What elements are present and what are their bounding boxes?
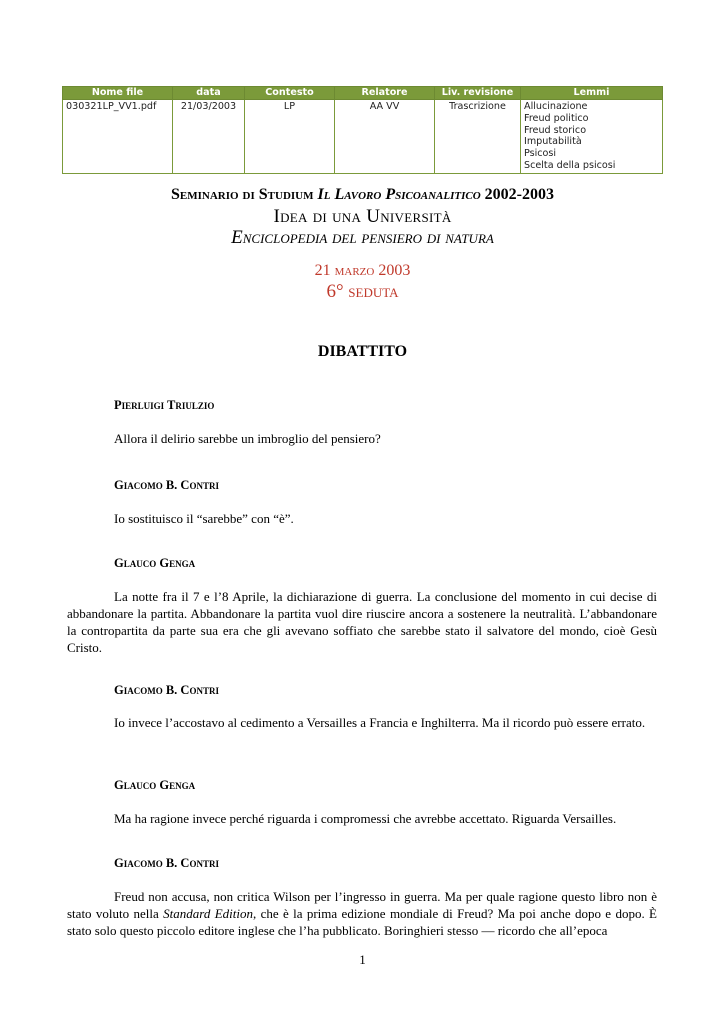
- speech-paragraph: La notte fra il 7 e l’8 Aprile, la dichiarazione di guerra. La conclusione del momento in cui decise di abbandonare la partita. Abbandonare la partita vuol dire riuscire ancora a sostenere la neutralità. L’abbandonare la contropartita da parte sua era che gli avevano soffiato che sarebbe stato il salvatore del mondo, cioè Gesù Cristo.: [67, 589, 657, 655]
- cell-contesto: LP: [245, 100, 335, 174]
- cell-data: 21/03/2003: [173, 100, 245, 174]
- lemma-item: Freud storico: [524, 124, 587, 136]
- cell-revisione: Trascrizione: [435, 100, 521, 174]
- speaker-name: Glauco Genga: [114, 556, 196, 570]
- cell-nome-file: 030321LP_VV1.pdf: [63, 100, 173, 174]
- table-row: [63, 100, 663, 174]
- speaker-name: Glauco Genga: [114, 778, 196, 792]
- header-revisione: Liv. revisione: [435, 87, 521, 100]
- header-relatore: Relatore: [335, 87, 435, 100]
- lemma-item: Psicosi: [524, 148, 557, 160]
- speech-paragraph: Io sostituisco il “sarebbe” con “è”.: [114, 511, 294, 526]
- header-lemmi: Lemmi: [521, 87, 663, 100]
- speech-paragraph: Io invece l’accostavo al cedimento a Versailles a Francia e Inghilterra. Ma il ricordo può essere errato.: [114, 715, 646, 730]
- speech-paragraph: Freud non accusa, non critica Wilson per l’ingresso in guerra. Ma per quale ragione questo libro non è stato voluto nella Standard Edition, che è la prima edizione mondiale di Freud? Ma poi anche dopo e dopo. È stato solo questo piccolo editore inglese che l’ha pubblicato. Boringhieri stesso — ricordo che all’epoca: [67, 889, 657, 938]
- lemma-item: Freud politico: [524, 112, 589, 124]
- speaker-name: Pierluigi Triulzio: [114, 398, 215, 412]
- session-number: 6° seduta: [326, 281, 399, 302]
- lemma-item: Imputabilità: [524, 136, 582, 148]
- page-number: 1: [359, 952, 366, 967]
- speech-paragraph: Ma ha ragione invece perché riguarda i compromessi che avrebbe accettato. Riguarda Versailles.: [114, 811, 617, 826]
- section-title: DIBATTITO: [317, 343, 408, 360]
- speaker-name: Giacomo B. Contri: [114, 478, 219, 492]
- header-data: data: [173, 87, 245, 100]
- seminar-heading: Seminario di Studium Il Lavoro Psicoanalitico 2002-2003: [170, 186, 554, 203]
- document-info-table: [62, 86, 663, 174]
- speaker-name: Giacomo B. Contri: [114, 683, 219, 697]
- speaker-name: Giacomo B. Contri: [114, 856, 219, 870]
- cell-lemmi: [521, 100, 663, 174]
- speech-paragraph: Allora il delirio sarebbe un imbroglio del pensiero?: [114, 431, 381, 446]
- idea-title: Idea di una Università: [273, 206, 452, 227]
- cell-relatore: AA VV: [335, 100, 435, 174]
- enciclopedia-title: Enciclopedia del pensiero di natura: [231, 227, 494, 248]
- lemma-item: Allucinazione: [524, 101, 588, 112]
- header-contesto: Contesto: [245, 87, 335, 100]
- lemma-item: Scelta della psicosi: [524, 159, 616, 171]
- header-nome-file: Nome file: [63, 87, 173, 100]
- session-date: 21 marzo 2003: [314, 262, 411, 279]
- table-header-row: [63, 87, 663, 100]
